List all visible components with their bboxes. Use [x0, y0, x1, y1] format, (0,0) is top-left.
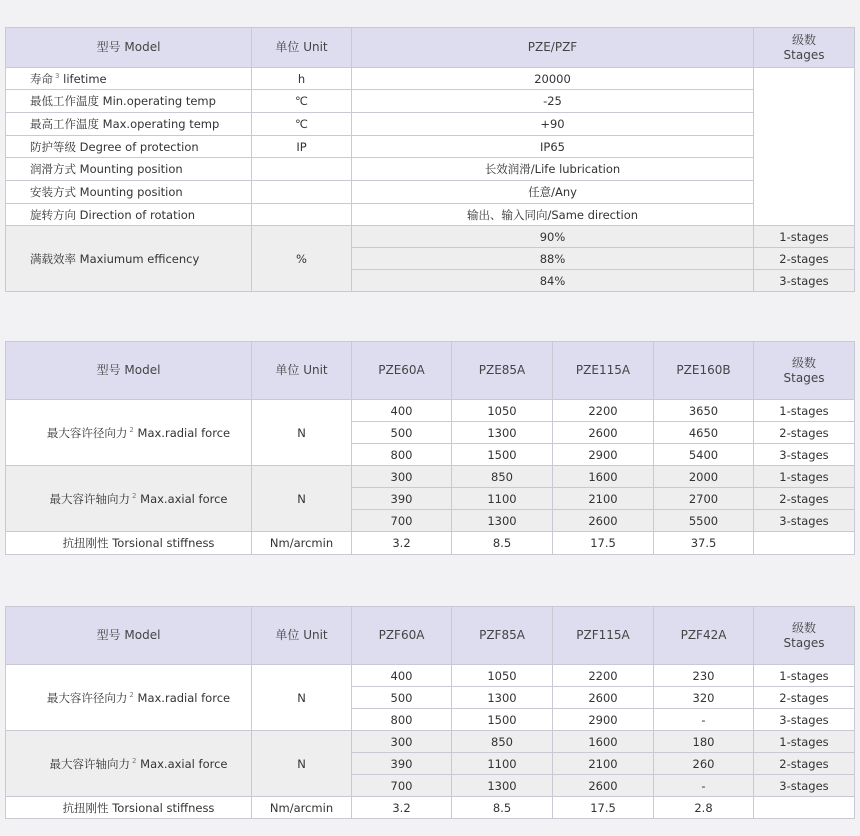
torsional-name: 抗扭刚性 Torsional stiffness	[6, 797, 252, 819]
stage-label: 2-stages	[754, 753, 855, 775]
stages-header-en: Stages	[783, 370, 825, 385]
cell-value: 800	[352, 709, 452, 731]
table-row	[6, 731, 855, 753]
cell-value: 500	[352, 687, 452, 709]
table-row	[6, 665, 855, 687]
cell-value: 500	[352, 422, 452, 444]
axial-force-name: 最大容许轴向力 $^2$ Max.axial force	[6, 731, 252, 797]
efficiency-value: 90%	[352, 226, 754, 248]
cell-value: -	[654, 709, 754, 731]
torsional-unit: Nm/arcmin	[252, 797, 352, 819]
cell-value: 2900	[553, 709, 654, 731]
row-value: 长效润滑/Life lubrication	[352, 158, 754, 181]
table-row	[6, 532, 855, 555]
row-unit: ℃	[252, 113, 352, 136]
cell-value: 390	[352, 753, 452, 775]
cell-value: 1050	[452, 400, 553, 422]
stages-header-en: Stages	[783, 635, 825, 650]
axial-force-unit: N	[252, 731, 352, 797]
table-row	[6, 113, 855, 136]
cell-value: 2100	[553, 753, 654, 775]
stage-label: 2-stages	[754, 488, 855, 510]
axial-force-unit: N	[252, 466, 352, 532]
empty-stage-cell	[754, 532, 855, 555]
model-header: 型号 Model	[6, 342, 252, 400]
cell-value: 850	[452, 466, 553, 488]
stage-label: 1-stages	[754, 731, 855, 753]
cell-value: -	[654, 775, 754, 797]
efficiency-name: 满载效率 Maxiumum efficency	[6, 226, 252, 292]
series-header: PZE/PZF	[352, 28, 754, 68]
cell-value: 5400	[654, 444, 754, 466]
cell-value: 390	[352, 488, 452, 510]
cell-value: 1500	[452, 444, 553, 466]
stage-label: 1-stages	[754, 665, 855, 687]
model-header: 型号 Model	[6, 28, 252, 68]
cell-value: 2200	[553, 400, 654, 422]
cell-value: 300	[352, 731, 452, 753]
row-name: 最低工作温度 Min.operating temp	[6, 90, 252, 113]
row-value: 20000	[352, 68, 754, 90]
row-unit	[252, 204, 352, 226]
stage-label: 1-stages	[754, 400, 855, 422]
radial-force-unit: N	[252, 400, 352, 466]
cell-value: 1300	[452, 687, 553, 709]
table-row	[6, 158, 855, 181]
row-value: 输出、输入同向/Same direction	[352, 204, 754, 226]
cell-value: 3.2	[352, 532, 452, 555]
row-value: IP65	[352, 136, 754, 158]
empty-stage-cell	[754, 68, 855, 226]
row-unit: IP	[252, 136, 352, 158]
cell-value: 3650	[654, 400, 754, 422]
stage-label: 3-stages	[754, 270, 855, 292]
cell-value: 2600	[553, 687, 654, 709]
cell-value: 850	[452, 731, 553, 753]
model-header: 型号 Model	[6, 607, 252, 665]
empty-stage-cell	[754, 797, 855, 819]
cell-value: 230	[654, 665, 754, 687]
table-row	[6, 466, 855, 488]
stage-label: 2-stages	[754, 687, 855, 709]
row-value: 任意/Any	[352, 181, 754, 204]
cell-value: 1100	[452, 488, 553, 510]
cell-value: 300	[352, 466, 452, 488]
cell-value: 2600	[553, 510, 654, 532]
stages-header-cn: 级数	[791, 32, 816, 47]
cell-value: 1600	[553, 731, 654, 753]
cell-value: 2900	[553, 444, 654, 466]
stages-header-en: Stages	[783, 47, 825, 62]
cell-value: 37.5	[654, 532, 754, 555]
stages-header	[754, 342, 855, 400]
unit-header: 单位 Unit	[252, 607, 352, 665]
stage-label: 3-stages	[754, 709, 855, 731]
stages-header-cn: 级数	[791, 620, 816, 635]
model-column-header: PZF60A	[352, 607, 452, 665]
model-column-header: PZE85A	[452, 342, 553, 400]
cell-value: 2100	[553, 488, 654, 510]
stage-label: 1-stages	[754, 466, 855, 488]
pze-force-table	[5, 341, 855, 555]
axial-force-name: 最大容许轴向力 $^2$ Max.axial force	[6, 466, 252, 532]
cell-value: 1300	[452, 510, 553, 532]
row-name: 最高工作温度 Max.operating temp	[6, 113, 252, 136]
torsional-unit: Nm/arcmin	[252, 532, 352, 555]
cell-value: 8.5	[452, 797, 553, 819]
cell-value: 1100	[452, 753, 553, 775]
table-row	[6, 400, 855, 422]
table-row	[6, 68, 855, 90]
model-column-header: PZF42A	[654, 607, 754, 665]
efficiency-unit: %	[252, 226, 352, 292]
model-column-header: PZE115A	[553, 342, 654, 400]
row-name: 润滑方式 Mounting position	[6, 158, 252, 181]
cell-value: 180	[654, 731, 754, 753]
row-name-lifetime: 寿命 $^3$ lifetime	[6, 68, 252, 90]
row-unit: ℃	[252, 90, 352, 113]
row-unit	[252, 158, 352, 181]
cell-value: 260	[654, 753, 754, 775]
cell-value: 1500	[452, 709, 553, 731]
stage-label: 1-stages	[754, 226, 855, 248]
general-spec-table	[5, 27, 855, 292]
cell-value: 2.8	[654, 797, 754, 819]
model-column-header: PZF85A	[452, 607, 553, 665]
cell-value: 2000	[654, 466, 754, 488]
model-column-header: PZF115A	[553, 607, 654, 665]
table-row	[6, 90, 855, 113]
stage-label: 2-stages	[754, 248, 855, 270]
cell-value: 800	[352, 444, 452, 466]
cell-value: 3.2	[352, 797, 452, 819]
cell-value: 1300	[452, 775, 553, 797]
cell-value: 1050	[452, 665, 553, 687]
table-row	[6, 226, 855, 248]
row-value: +90	[352, 113, 754, 136]
cell-value: 700	[352, 775, 452, 797]
radial-force-name: 最大容许径向力 $^2$ Max.radial force	[6, 665, 252, 731]
model-column-header: PZE160B	[654, 342, 754, 400]
radial-force-name: 最大容许径向力 $^2$ Max.radial force	[6, 400, 252, 466]
cell-value: 8.5	[452, 532, 553, 555]
table-row	[6, 136, 855, 158]
cell-value: 4650	[654, 422, 754, 444]
cell-value: 2600	[553, 422, 654, 444]
table-header-row	[6, 607, 855, 665]
table-header-row	[6, 28, 855, 68]
stages-header	[754, 607, 855, 665]
cell-value: 2600	[553, 775, 654, 797]
stages-header	[754, 28, 855, 68]
cell-value: 17.5	[553, 532, 654, 555]
row-name: 安装方式 Mounting position	[6, 181, 252, 204]
stage-label: 2-stages	[754, 422, 855, 444]
efficiency-value: 84%	[352, 270, 754, 292]
stage-label: 3-stages	[754, 444, 855, 466]
torsional-name: 抗扭刚性 Torsional stiffness	[6, 532, 252, 555]
table-row	[6, 797, 855, 819]
radial-force-unit: N	[252, 665, 352, 731]
stage-label: 3-stages	[754, 510, 855, 532]
table-header-row	[6, 342, 855, 400]
table-row	[6, 181, 855, 204]
unit-header: 单位 Unit	[252, 342, 352, 400]
cell-value: 700	[352, 510, 452, 532]
cell-value: 17.5	[553, 797, 654, 819]
cell-value: 2200	[553, 665, 654, 687]
row-value: -25	[352, 90, 754, 113]
cell-value: 1600	[553, 466, 654, 488]
cell-value: 5500	[654, 510, 754, 532]
stages-header-cn: 级数	[791, 355, 816, 370]
pzf-force-table	[5, 606, 855, 819]
table-row	[6, 204, 855, 226]
stage-label: 3-stages	[754, 775, 855, 797]
efficiency-value: 88%	[352, 248, 754, 270]
unit-header: 单位 Unit	[252, 28, 352, 68]
row-unit	[252, 181, 352, 204]
row-unit: h	[252, 68, 352, 90]
model-column-header: PZE60A	[352, 342, 452, 400]
cell-value: 1300	[452, 422, 553, 444]
cell-value: 400	[352, 400, 452, 422]
cell-value: 2700	[654, 488, 754, 510]
cell-value: 320	[654, 687, 754, 709]
row-name: 防护等级 Degree of protection	[6, 136, 252, 158]
row-name: 旋转方向 Direction of rotation	[6, 204, 252, 226]
cell-value: 400	[352, 665, 452, 687]
